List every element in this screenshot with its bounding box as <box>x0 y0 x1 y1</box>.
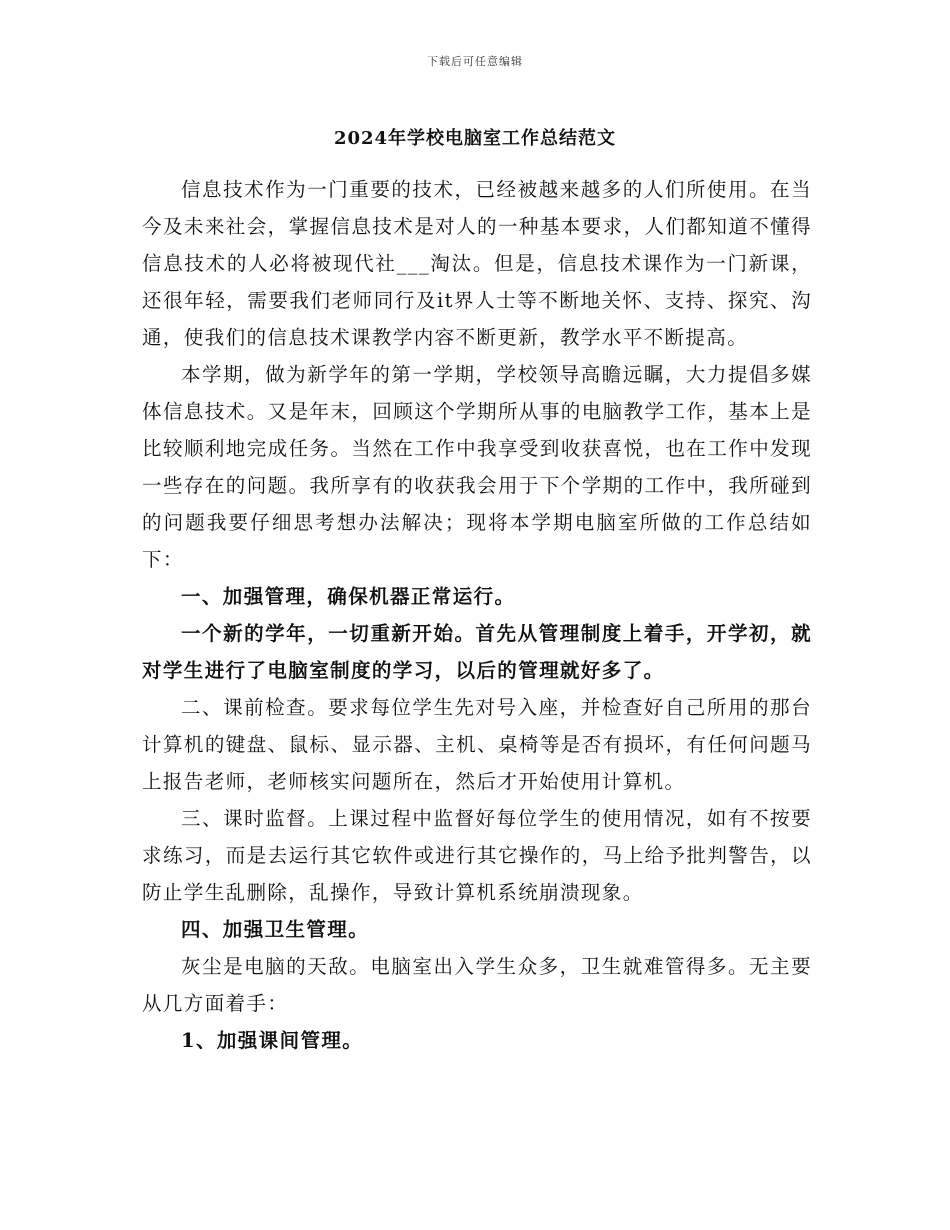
paragraph-semester: 本学期，做为新学年的第一学期，学校领导高瞻远瞩，大力提倡多媒体信息技术。又是年末，回顾这个学期所从事的电脑教学工作，基本上是比较顺利地完成任务。当然在工作中我享受到收获喜悦，也在工作中发现一些存在的问题。我所享有的收获我会用于下个学期的工作中，我所碰到的问题我要仔细思考想办法解决；现将本学期电脑室所做的工作总结如下： <box>142 363 812 571</box>
section-heading-hygiene: 四、加强卫生管理。 <box>181 918 370 941</box>
subsection-heading-break-management: 1、加强课间管理。 <box>181 1029 364 1052</box>
paragraph-class-supervision: 三、课时监督。上课过程中监督好每位学生的使用情况，如有不按要求练习，而是去运行其它软件或进行其它操作的，马上给予批判警告，以防止学生乱删除，乱操作，导致计算机系统崩溃现象。 <box>142 807 812 904</box>
section-heading-management: 一、加强管理，确保机器正常运行。 <box>181 585 516 608</box>
paragraph-pre-class-check: 二、课前检查。要求每位学生先对号入座，并检查好自己所用的那台计算机的键盘、鼠标、显示器、主机、桌椅等是否有损坏，有任何问题马上报告老师，老师核实问题所在，然后才开始使用计算机。 <box>142 696 812 793</box>
paragraph-intro: 信息技术作为一门重要的技术，已经被越来越多的人们所使用。在当今及未来社会，掌握信息技术是对人的一种基本要求，人们都知道不懂得信息技术的人必将被现代社___淘汰。但是，信息技术课作为一门新课，还很年轻，需要我们老师同行及it界人士等不断地关怀、支持、探究、沟通，使我们的信息技术课教学内容不断更新，教学水平不断提高。 <box>142 178 812 349</box>
paragraph-management: 一个新的学年，一切重新开始。首先从管理制度上着手，开学初，就对学生进行了电脑室制度的学习，以后的管理就好多了。 <box>142 622 812 682</box>
document-body <box>142 171 812 1059</box>
paragraph-dust: 灰尘是电脑的天敌。电脑室出入学生众多，卫生就难管得多。无主要从几方面着手： <box>142 955 812 1015</box>
document-title: 2024年学校电脑室工作总结范文 <box>333 128 617 149</box>
page-header: 下载后可任意编辑 <box>427 55 523 68</box>
